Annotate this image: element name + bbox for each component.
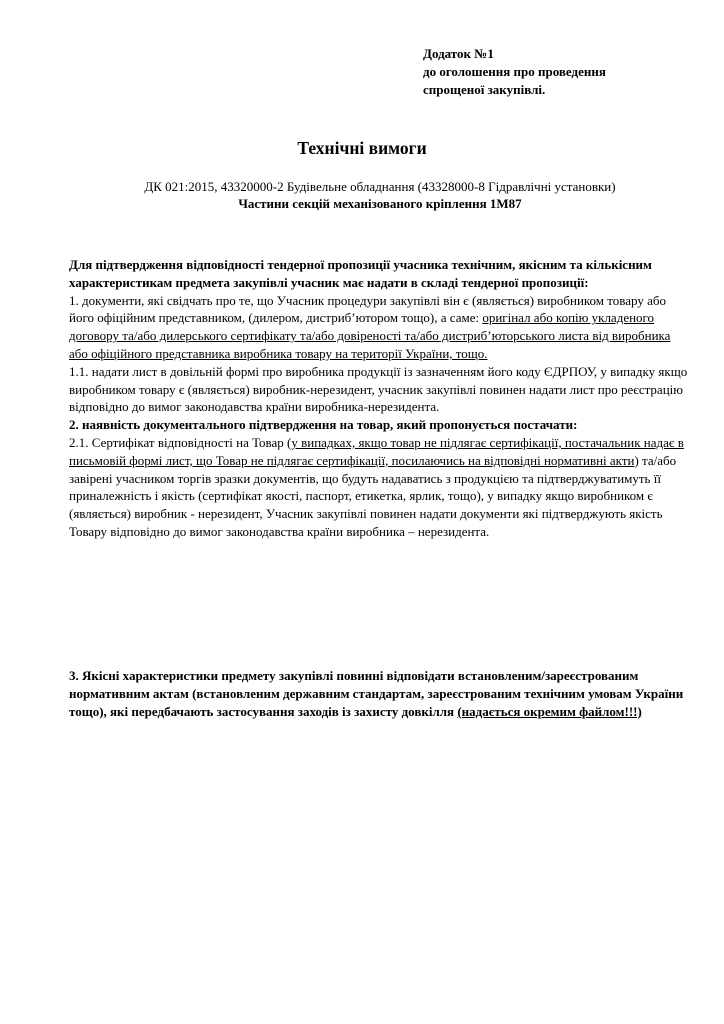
annex-line-3: спрощеної закупівлі.	[423, 82, 546, 97]
intro-paragraph: Для підтвердження відповідності тендерної пропозиції учасника технічним, якісним та кількісним характеристикам предмета закупівлі учасник має надати в складі тендерної пропозиції:	[69, 257, 652, 290]
subtitle-classification: ДК 021:2015, 43320000-2 Будівельне обладнання (43328000-8 Гідравлічні установки)	[144, 179, 616, 194]
item-3-underlined: (надається окремим файлом!!!)	[457, 703, 642, 719]
item-1-paragraph	[69, 292, 689, 363]
item-1-text: 1. документи, які свідчать про те, що Учасник процедури закупівлі він є (являється) виробником товару або його офіційним представником, (дилером, дистриб’ютором тощо), а саме:	[69, 292, 666, 326]
subtitle-block	[60, 178, 700, 212]
item-2-1-paragraph	[69, 434, 689, 541]
annex-block	[423, 45, 683, 99]
requirements-body	[69, 256, 689, 541]
item-2-heading: 2. наявність документального підтвердження на товар, який пропонується постачати:	[69, 417, 578, 433]
subtitle-item-name: Частини секцій механізованого кріплення 1М87	[238, 196, 522, 211]
item-3-text: 3. Якісні характеристики предмету закупівлі повинні відповідати встановленим/зареєстрованим нормативним актам (встановленим державним стандартам, зареєстрованим технічним умовам України тощо), які передбачають застосування заходів із захисту довкілля	[69, 668, 684, 719]
item-3-paragraph	[69, 667, 689, 720]
item-2-1-text-before: 2.1. Сертифікат відповідності на Товар (	[69, 434, 292, 450]
item-1-underlined: оригінал або копію укладеного договору та/або дилерського сертифікату та/або довіреності та/або дистриб’юторського листа від виробника або офіційного представника виробника товару на території України, тощо.	[69, 310, 671, 361]
item-2-1-underlined: у випадках, якщо товар не підлягає сертифікації, постачальник надає в письмовій формі лист, що Товар не підлягає сертифікації, посилаючись на відповідні нормативні акти	[69, 434, 684, 468]
page-title: Технічні вимоги	[297, 138, 427, 158]
item-1-1-paragraph: 1.1. надати лист в довільній формі про виробника продукції із зазначенням його коду ЄДРПОУ, у випадку якщо виробником товару є (являється) виробник-нерезидент, учасник закупівлі повинен надати лист про реєстрацію відповідно до вимог законодавства країни виробника-нерезидента.	[69, 363, 688, 415]
annex-line-2: до оголошення про проведення	[423, 64, 606, 79]
item-2-1-text-after: ) та/або завірені учасником торгів зразки документів, що будуть надаватись з продукцією та підтверджуватимуть її приналежність і якість (сертифікат якості, паспорт, етикетка, ярлик, тощо), у випадку якщо виробником є (являється) виробник - нерезидент, Учасник закупівлі повинен надати документи які підтверджують якість Товару відповідно до вимог законодавства країни виробника – нерезидента.	[69, 452, 677, 539]
annex-line-1: Додаток №1	[423, 46, 494, 61]
